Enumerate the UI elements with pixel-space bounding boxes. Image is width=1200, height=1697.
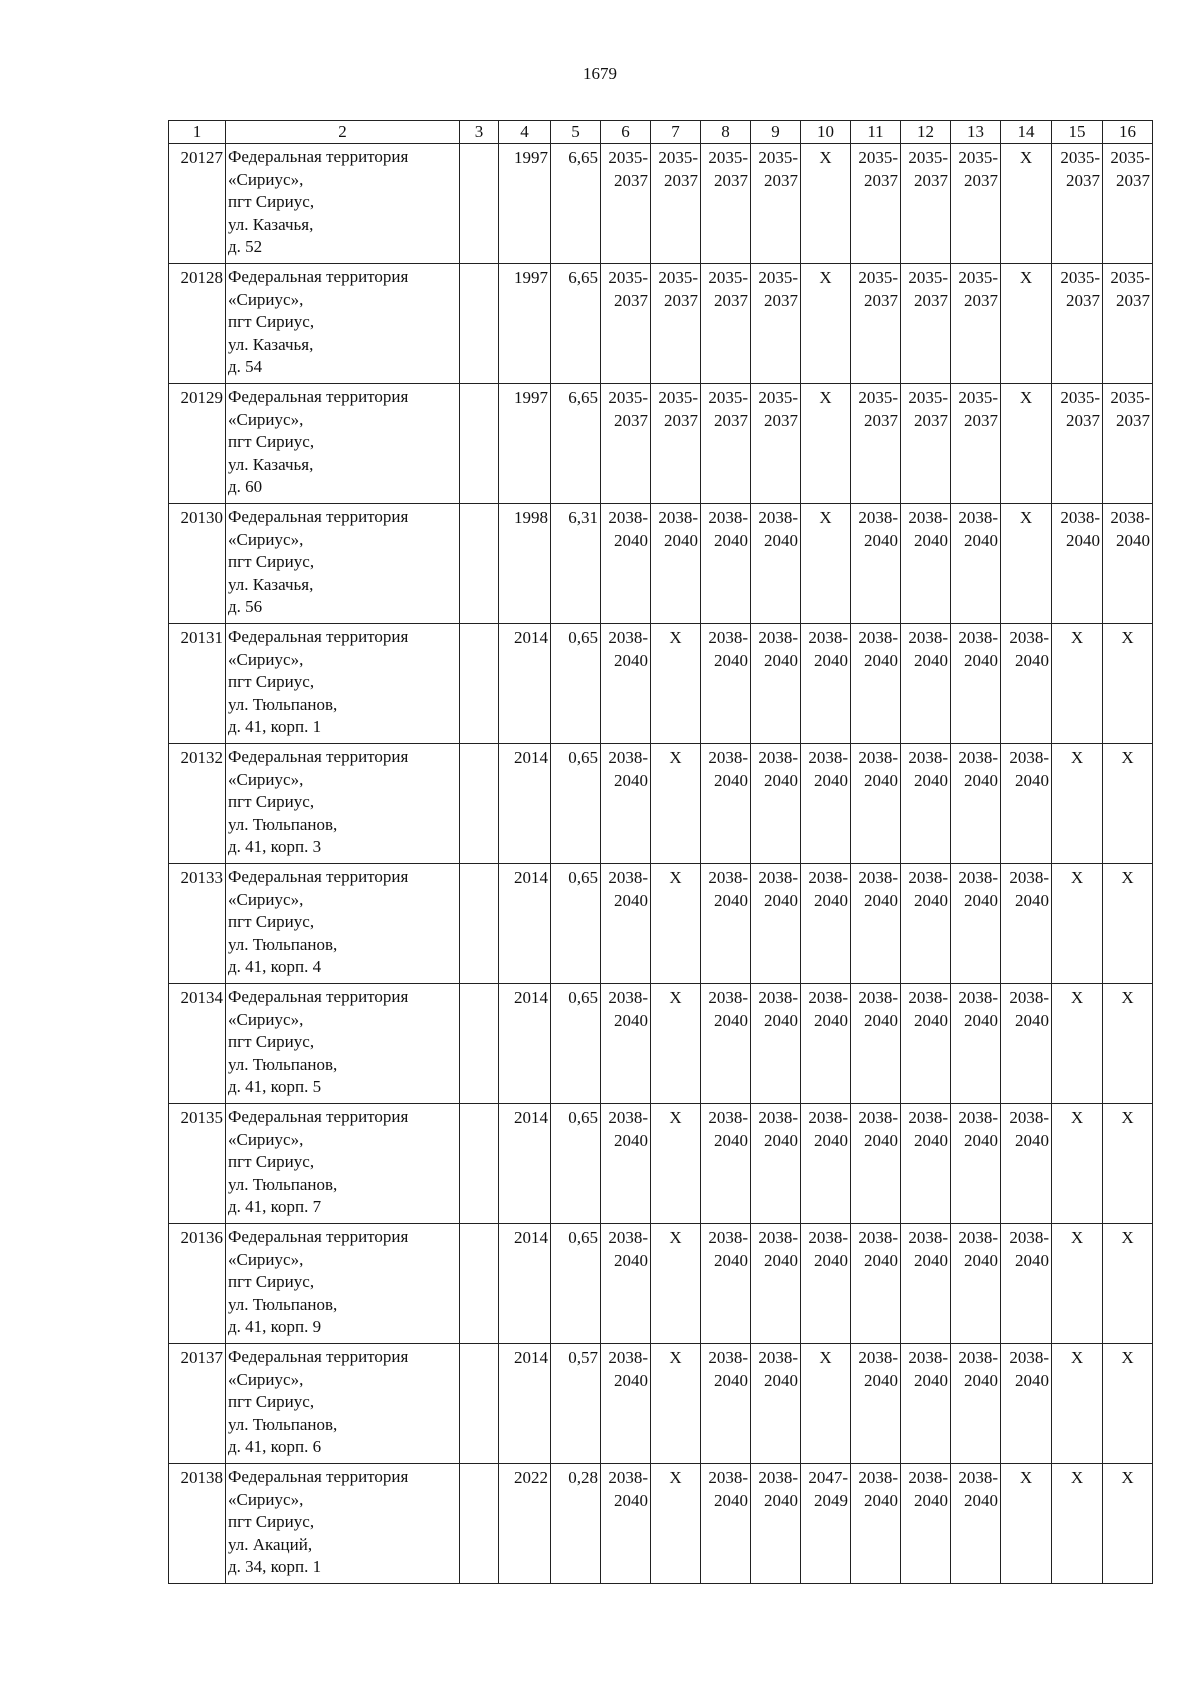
period-cell: 2035- 2037: [601, 384, 651, 504]
period-cell: 2038- 2040: [701, 984, 751, 1104]
period-cell: 2038- 2040: [951, 984, 1001, 1104]
column-header: 7: [651, 121, 701, 144]
construction-year-cell: 2014: [499, 1344, 551, 1464]
construction-year-cell: 2014: [499, 1224, 551, 1344]
period-cell: 2038- 2040: [601, 984, 651, 1104]
column-header: 3: [460, 121, 499, 144]
record-number-cell: 20128: [169, 264, 226, 384]
period-cell: 2035- 2037: [751, 144, 801, 264]
period-cell: 2038- 2040: [751, 1104, 801, 1224]
period-cell: 2035- 2037: [1103, 144, 1153, 264]
period-cell: 2038- 2040: [601, 744, 651, 864]
period-cell: 2038- 2040: [901, 1344, 951, 1464]
period-cell: 2038- 2040: [901, 504, 951, 624]
period-cell: 2038- 2040: [1001, 744, 1052, 864]
not-applicable-cell: X: [651, 864, 701, 984]
not-applicable-cell: X: [651, 744, 701, 864]
table-row: [169, 264, 1153, 384]
record-number-cell: 20127: [169, 144, 226, 264]
record-number-cell: 20130: [169, 504, 226, 624]
not-applicable-cell: X: [1052, 1224, 1103, 1344]
period-cell: 2038- 2040: [951, 1464, 1001, 1584]
period-cell: 2038- 2040: [801, 1104, 851, 1224]
column-header: 12: [901, 121, 951, 144]
period-cell: 2035- 2037: [1103, 384, 1153, 504]
construction-year-cell: 2014: [499, 624, 551, 744]
column-header: 15: [1052, 121, 1103, 144]
period-cell: 2038- 2040: [601, 1344, 651, 1464]
construction-year-cell: 2014: [499, 1104, 551, 1224]
area-cell: 6,65: [551, 144, 601, 264]
not-applicable-cell: X: [1103, 1464, 1153, 1584]
record-number-cell: 20133: [169, 864, 226, 984]
period-cell: 2038- 2040: [851, 1104, 901, 1224]
column-header: 9: [751, 121, 801, 144]
table-cell: [460, 624, 499, 744]
address-cell: Федеральная территория «Сириус», пгт Сириус, ул. Казачья, д. 52: [226, 144, 460, 264]
period-cell: 2035- 2037: [601, 144, 651, 264]
table-cell: [460, 144, 499, 264]
period-cell: 2038- 2040: [851, 1224, 901, 1344]
construction-year-cell: 2014: [499, 984, 551, 1104]
table-cell: [460, 1104, 499, 1224]
construction-year-cell: 1997: [499, 144, 551, 264]
address-cell: Федеральная территория «Сириус», пгт Сириус, ул. Тюльпанов, д. 41, корп. 7: [226, 1104, 460, 1224]
not-applicable-cell: X: [1103, 1344, 1153, 1464]
period-cell: 2035- 2037: [651, 144, 701, 264]
area-cell: 0,65: [551, 744, 601, 864]
column-number-row: [169, 121, 1153, 144]
table-row: [169, 1464, 1153, 1584]
not-applicable-cell: X: [1103, 744, 1153, 864]
period-cell: 2038- 2040: [751, 1224, 801, 1344]
period-cell: 2038- 2040: [601, 504, 651, 624]
period-cell: 2038- 2040: [851, 624, 901, 744]
address-cell: Федеральная территория «Сириус», пгт Сириус, ул. Тюльпанов, д. 41, корп. 3: [226, 744, 460, 864]
address-cell: Федеральная территория «Сириус», пгт Сириус, ул. Тюльпанов, д. 41, корп. 4: [226, 864, 460, 984]
period-cell: 2038- 2040: [951, 504, 1001, 624]
period-cell: 2035- 2037: [751, 384, 801, 504]
address-cell: Федеральная территория «Сириус», пгт Сириус, ул. Казачья, д. 60: [226, 384, 460, 504]
not-applicable-cell: X: [1052, 1344, 1103, 1464]
column-header: 1: [169, 121, 226, 144]
period-cell: 2038- 2040: [901, 984, 951, 1104]
period-cell: 2038- 2040: [1052, 504, 1103, 624]
period-cell: 2038- 2040: [951, 1224, 1001, 1344]
period-cell: 2038- 2040: [1001, 864, 1052, 984]
period-cell: 2038- 2040: [701, 1464, 751, 1584]
table-row: [169, 1344, 1153, 1464]
period-cell: 2038- 2040: [701, 624, 751, 744]
area-cell: 0,65: [551, 1224, 601, 1344]
period-cell: 2035- 2037: [851, 384, 901, 504]
record-number-cell: 20132: [169, 744, 226, 864]
period-cell: 2035- 2037: [651, 384, 701, 504]
period-cell: 2035- 2037: [851, 144, 901, 264]
column-header: 11: [851, 121, 901, 144]
not-applicable-cell: X: [1052, 624, 1103, 744]
not-applicable-cell: X: [801, 504, 851, 624]
period-cell: 2035- 2037: [701, 264, 751, 384]
period-cell: 2038- 2040: [851, 744, 901, 864]
period-cell: 2035- 2037: [701, 384, 751, 504]
not-applicable-cell: X: [1052, 864, 1103, 984]
period-cell: 2038- 2040: [751, 504, 801, 624]
address-cell: Федеральная территория «Сириус», пгт Сириус, ул. Тюльпанов, д. 41, корп. 1: [226, 624, 460, 744]
record-number-cell: 20137: [169, 1344, 226, 1464]
record-number-cell: 20129: [169, 384, 226, 504]
period-cell: 2038- 2040: [901, 864, 951, 984]
period-cell: 2038- 2040: [751, 864, 801, 984]
period-cell: 2035- 2037: [751, 264, 801, 384]
period-cell: 2038- 2040: [1001, 1344, 1052, 1464]
column-header: 5: [551, 121, 601, 144]
not-applicable-cell: X: [1001, 264, 1052, 384]
area-cell: 0,28: [551, 1464, 601, 1584]
period-cell: 2038- 2040: [701, 504, 751, 624]
not-applicable-cell: X: [801, 264, 851, 384]
period-cell: 2035- 2037: [1052, 384, 1103, 504]
period-cell: 2035- 2037: [951, 384, 1001, 504]
period-cell: 2035- 2037: [851, 264, 901, 384]
not-applicable-cell: X: [801, 1344, 851, 1464]
period-cell: 2035- 2037: [951, 264, 1001, 384]
period-cell: 2038- 2040: [801, 744, 851, 864]
period-cell: 2038- 2040: [801, 624, 851, 744]
address-cell: Федеральная территория «Сириус», пгт Сириус, ул. Тюльпанов, д. 41, корп. 5: [226, 984, 460, 1104]
period-cell: 2035- 2037: [1052, 264, 1103, 384]
table-cell: [460, 504, 499, 624]
table-cell: [460, 1344, 499, 1464]
period-cell: 2038- 2040: [851, 1344, 901, 1464]
not-applicable-cell: X: [801, 144, 851, 264]
period-cell: 2035- 2037: [701, 144, 751, 264]
period-cell: 2038- 2040: [701, 864, 751, 984]
not-applicable-cell: X: [651, 1344, 701, 1464]
period-cell: 2038- 2040: [751, 744, 801, 864]
period-cell: 2038- 2040: [801, 1224, 851, 1344]
area-cell: 0,65: [551, 984, 601, 1104]
not-applicable-cell: X: [1052, 1104, 1103, 1224]
period-cell: 2038- 2040: [951, 624, 1001, 744]
period-cell: 2035- 2037: [951, 144, 1001, 264]
period-cell: 2038- 2040: [901, 744, 951, 864]
period-cell: 2038- 2040: [801, 864, 851, 984]
table-row: [169, 504, 1153, 624]
table-cell: [460, 264, 499, 384]
period-cell: 2038- 2040: [1001, 624, 1052, 744]
column-header: 16: [1103, 121, 1153, 144]
not-applicable-cell: X: [1001, 144, 1052, 264]
not-applicable-cell: X: [1052, 744, 1103, 864]
period-cell: 2038- 2040: [751, 984, 801, 1104]
not-applicable-cell: X: [651, 624, 701, 744]
period-cell: 2035- 2037: [601, 264, 651, 384]
table-row: [169, 744, 1153, 864]
table-row: [169, 144, 1153, 264]
not-applicable-cell: X: [651, 984, 701, 1104]
not-applicable-cell: X: [1052, 984, 1103, 1104]
construction-year-cell: 2014: [499, 864, 551, 984]
period-cell: 2038- 2040: [601, 1224, 651, 1344]
period-cell: 2038- 2040: [951, 1104, 1001, 1224]
period-cell: 2038- 2040: [751, 624, 801, 744]
period-cell: 2038- 2040: [851, 984, 901, 1104]
table-cell: [460, 984, 499, 1104]
column-header: 2: [226, 121, 460, 144]
period-cell: 2038- 2040: [701, 744, 751, 864]
address-cell: Федеральная территория «Сириус», пгт Сириус, ул. Акаций, д. 34, корп. 1: [226, 1464, 460, 1584]
column-header: 10: [801, 121, 851, 144]
table-cell: [460, 1464, 499, 1584]
table-cell: [460, 864, 499, 984]
column-header: 13: [951, 121, 1001, 144]
page-number: 1679: [583, 64, 617, 83]
period-cell: 2038- 2040: [801, 984, 851, 1104]
period-cell: 2038- 2040: [651, 504, 701, 624]
table-cell: [460, 744, 499, 864]
column-header: 6: [601, 121, 651, 144]
record-number-cell: 20131: [169, 624, 226, 744]
period-cell: 2038- 2040: [951, 1344, 1001, 1464]
not-applicable-cell: X: [1052, 1464, 1103, 1584]
area-cell: 6,65: [551, 384, 601, 504]
period-cell: 2047- 2049: [801, 1464, 851, 1584]
not-applicable-cell: X: [1001, 1464, 1052, 1584]
not-applicable-cell: X: [1103, 1104, 1153, 1224]
table-row: [169, 1104, 1153, 1224]
period-cell: 2038- 2040: [901, 1224, 951, 1344]
construction-year-cell: 2014: [499, 744, 551, 864]
address-cell: Федеральная территория «Сириус», пгт Сириус, ул. Казачья, д. 54: [226, 264, 460, 384]
period-cell: 2038- 2040: [851, 504, 901, 624]
period-cell: 2038- 2040: [951, 864, 1001, 984]
period-cell: 2038- 2040: [751, 1464, 801, 1584]
period-cell: 2038- 2040: [601, 624, 651, 744]
period-cell: 2035- 2037: [901, 384, 951, 504]
not-applicable-cell: X: [651, 1224, 701, 1344]
area-cell: 0,57: [551, 1344, 601, 1464]
column-header: 14: [1001, 121, 1052, 144]
period-cell: 2038- 2040: [601, 1464, 651, 1584]
record-number-cell: 20134: [169, 984, 226, 1104]
not-applicable-cell: X: [1103, 624, 1153, 744]
period-cell: 2038- 2040: [701, 1104, 751, 1224]
table-row: [169, 384, 1153, 504]
column-header: 8: [701, 121, 751, 144]
period-cell: 2035- 2037: [651, 264, 701, 384]
not-applicable-cell: X: [801, 384, 851, 504]
construction-year-cell: 1997: [499, 264, 551, 384]
table-cell: [460, 384, 499, 504]
period-cell: 2035- 2037: [901, 264, 951, 384]
address-cell: Федеральная территория «Сириус», пгт Сириус, ул. Тюльпанов, д. 41, корп. 9: [226, 1224, 460, 1344]
record-number-cell: 20135: [169, 1104, 226, 1224]
table-row: [169, 984, 1153, 1104]
period-cell: 2038- 2040: [851, 864, 901, 984]
period-cell: 2038- 2040: [1001, 984, 1052, 1104]
table-body: [169, 144, 1153, 1584]
not-applicable-cell: X: [1001, 504, 1052, 624]
period-cell: 2038- 2040: [701, 1344, 751, 1464]
period-cell: 2038- 2040: [901, 624, 951, 744]
table-row: [169, 864, 1153, 984]
area-cell: 6,31: [551, 504, 601, 624]
period-cell: 2038- 2040: [901, 1104, 951, 1224]
not-applicable-cell: X: [1103, 984, 1153, 1104]
construction-year-cell: 1998: [499, 504, 551, 624]
table-row: [169, 1224, 1153, 1344]
table-row: [169, 624, 1153, 744]
period-cell: 2038- 2040: [1001, 1224, 1052, 1344]
period-cell: 2035- 2037: [1052, 144, 1103, 264]
area-cell: 0,65: [551, 1104, 601, 1224]
period-cell: 2038- 2040: [601, 1104, 651, 1224]
period-cell: 2038- 2040: [701, 1224, 751, 1344]
area-cell: 6,65: [551, 264, 601, 384]
period-cell: 2035- 2037: [1103, 264, 1153, 384]
register-table: [168, 120, 1153, 1584]
record-number-cell: 20136: [169, 1224, 226, 1344]
period-cell: 2038- 2040: [851, 1464, 901, 1584]
not-applicable-cell: X: [1103, 1224, 1153, 1344]
not-applicable-cell: X: [651, 1104, 701, 1224]
period-cell: 2038- 2040: [751, 1344, 801, 1464]
area-cell: 0,65: [551, 624, 601, 744]
record-number-cell: 20138: [169, 1464, 226, 1584]
address-cell: Федеральная территория «Сириус», пгт Сириус, ул. Казачья, д. 56: [226, 504, 460, 624]
period-cell: 2038- 2040: [1001, 1104, 1052, 1224]
not-applicable-cell: X: [651, 1464, 701, 1584]
not-applicable-cell: X: [1001, 384, 1052, 504]
period-cell: 2038- 2040: [601, 864, 651, 984]
construction-year-cell: 2022: [499, 1464, 551, 1584]
area-cell: 0,65: [551, 864, 601, 984]
period-cell: 2035- 2037: [901, 144, 951, 264]
not-applicable-cell: X: [1103, 864, 1153, 984]
address-cell: Федеральная территория «Сириус», пгт Сириус, ул. Тюльпанов, д. 41, корп. 6: [226, 1344, 460, 1464]
period-cell: 2038- 2040: [951, 744, 1001, 864]
construction-year-cell: 1997: [499, 384, 551, 504]
period-cell: 2038- 2040: [901, 1464, 951, 1584]
period-cell: 2038- 2040: [1103, 504, 1153, 624]
column-header: 4: [499, 121, 551, 144]
table-cell: [460, 1224, 499, 1344]
